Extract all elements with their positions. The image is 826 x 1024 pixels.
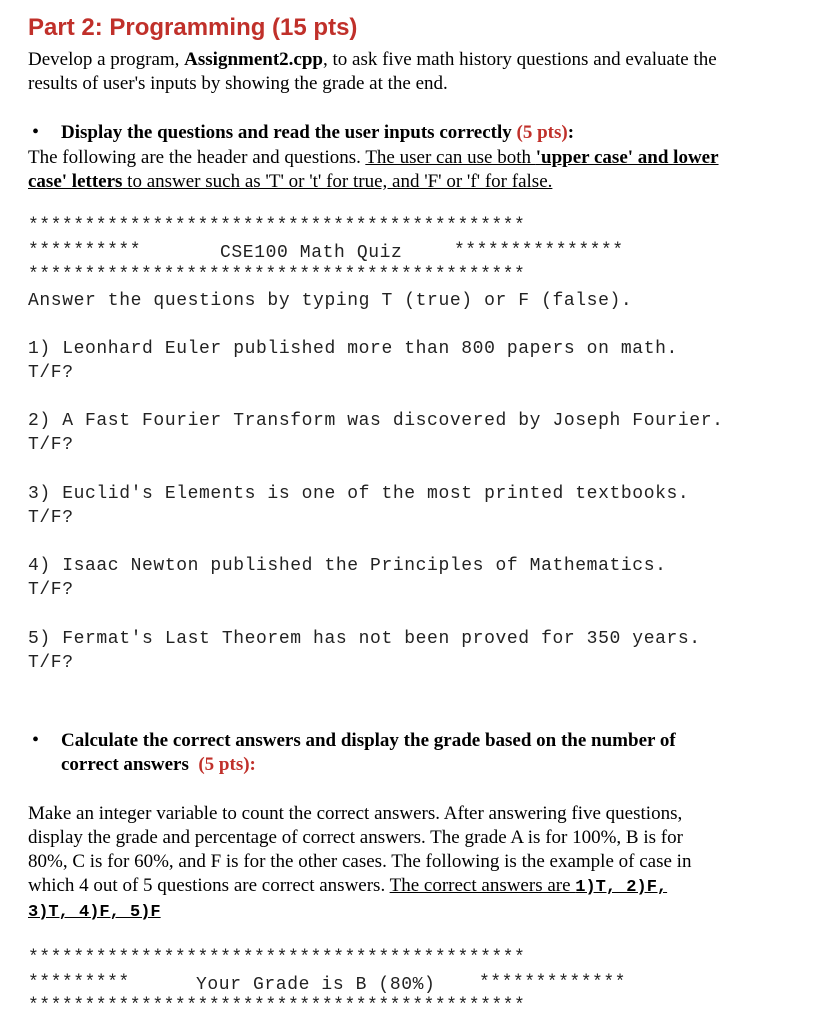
- question-4: 4) Isaac Newton published the Principles of Mathematics.: [28, 556, 667, 576]
- section1-p2: case' letters to answer such as 'T' or 't' for true, and 'F' or 'f' for false.: [28, 171, 553, 192]
- filename: Assignment2.cpp: [184, 49, 323, 70]
- intro-line-1: Develop a program, Assignment2.cpp, to ask five math history questions and evaluate the: [28, 49, 717, 70]
- quiz-stars-top: ********************************************: [28, 216, 526, 236]
- result-stars-right: *************: [479, 973, 626, 993]
- question-5: 5) Fermat's Last Theorem has not been proved for 350 years.: [28, 629, 701, 649]
- result-text: Your Grade is B (80%): [196, 975, 436, 995]
- bullet-icon: •: [32, 121, 40, 143]
- question-2: 2) A Fast Fourier Transform was discovered by Joseph Fourier.: [28, 411, 724, 431]
- result-stars-bottom: ********************************************: [28, 996, 526, 1016]
- section2-p5: 3)T, 4)F, 5)F: [28, 903, 161, 922]
- question-4-prompt: T/F?: [28, 580, 74, 600]
- section2-p3: 80%, C is for 60%, and F is for the other cases. The following is the example of case in: [28, 851, 692, 872]
- question-5-prompt: T/F?: [28, 653, 74, 673]
- question-3-prompt: T/F?: [28, 508, 74, 528]
- result-stars-top: ********************************************: [28, 948, 526, 968]
- section1-heading: Display the questions and read the user inputs correctly (5 pts):: [61, 122, 575, 143]
- section2-p1: Make an integer variable to count the correct answers. After answering five questions,: [28, 803, 683, 824]
- quiz-stars-right: ***************: [454, 241, 624, 261]
- question-1-prompt: T/F?: [28, 363, 74, 383]
- quiz-stars-bottom: ********************************************: [28, 265, 526, 285]
- bullet-icon: •: [32, 729, 40, 751]
- intro-line-2: results of user's inputs by showing the grade at the end.: [28, 73, 448, 94]
- question-3: 3) Euclid's Elements is one of the most printed textbooks.: [28, 484, 690, 504]
- question-1: 1) Leonhard Euler published more than 800 papers on math.: [28, 339, 678, 359]
- quiz-stars-left: **********: [28, 241, 142, 261]
- quiz-instruction: Answer the questions by typing T (true) or F (false).: [28, 291, 633, 311]
- result-stars-left: *********: [28, 973, 130, 993]
- section2-heading-1: Calculate the correct answers and display the grade based on the number of: [61, 730, 676, 751]
- section1-p1: The following are the header and questions. The user can use both 'upper case' and lower: [28, 147, 719, 168]
- question-2-prompt: T/F?: [28, 435, 74, 455]
- section2-p2: display the grade and percentage of correct answers. The grade A is for 100%, B is for: [28, 827, 683, 848]
- page-title: Part 2: Programming (15 pts): [28, 14, 358, 41]
- section2-heading-2: correct answers (5 pts):: [61, 754, 256, 775]
- quiz-header: CSE100 Math Quiz: [220, 243, 403, 263]
- section2-p4: which 4 out of 5 questions are correct answers. The correct answers are 1)T, 2)F,: [28, 875, 668, 897]
